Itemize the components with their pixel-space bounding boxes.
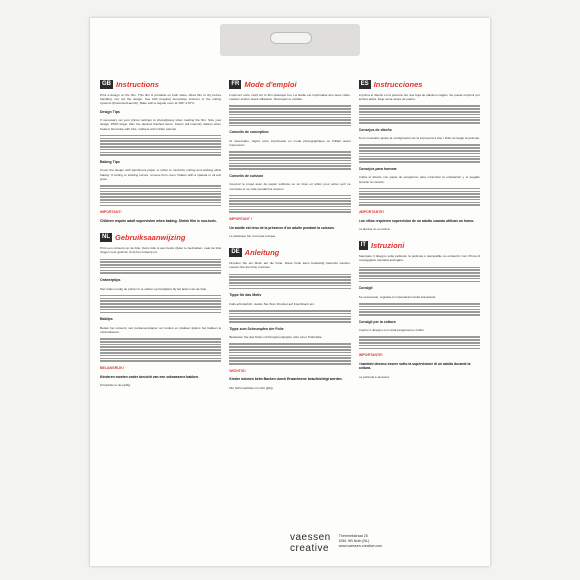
gb-paragraph-2: If necessary set your printer settings to photo/glossy when loading the film. Size your design 150% larger than the desired finished items. Colors will intensify darken when heated. Decorate with inks, markers and rubber stamps. (100, 118, 222, 131)
nl-note: Krimpfolie is niet giftig. (100, 382, 131, 387)
it-text-lines-2 (359, 303, 480, 316)
gb-sub-baking: Baking Tips (100, 159, 120, 164)
de-sub-baking: Tipps zum Schrumpfen der Folie (229, 326, 284, 331)
gb-paragraph-3: Cover the design with parchment paper or teflon to minimize curling and sticking while baking. If curling or sticking occurs, remove from oven. Flatten with a spatula or oil and grow. (100, 168, 222, 181)
section-it-title: Istruzioni (371, 241, 405, 251)
badge-fr: FR (231, 81, 240, 87)
instruction-sheet (90, 18, 490, 566)
badge-es: ES (360, 81, 369, 87)
it-text-lines-3 (359, 336, 480, 349)
hang-tab (220, 18, 360, 60)
column-right (359, 80, 480, 520)
company-address (339, 532, 383, 549)
fr-paragraph-3: Couvrez le projet avec du papier sulfurisé ou un tissu en téflon pour éviter qu'il ne s'enroule et ne colle pendant la cuisson. (229, 182, 351, 191)
section-gb-title: Instructions (116, 80, 159, 89)
footer (290, 532, 480, 560)
nl-paragraph-3: Bedek het ontwerp met perkamentpapier om krullen en plakken tijdens het bakken te minimaliseren. (100, 325, 222, 334)
section-nl-header (100, 233, 221, 242)
it-note: La pellicola è atossica. (358, 374, 390, 379)
column-left (100, 80, 221, 520)
badge-de: DE (231, 249, 240, 256)
gb-sub-design: Design Tips (100, 109, 120, 114)
fr-warning-text: Un adulte est tenu de la présence d'un adulte pendant la cuisson. (229, 225, 335, 230)
nl-sub-baking: Baktips (100, 317, 113, 322)
fr-paragraph-2: Si nécessaire, réglez votre imprimante en mode photographique ou brillant avant impression. (229, 139, 351, 148)
gb-text-lines (100, 135, 221, 156)
gb-warning-text: Children require adult supervision when baking. Shrink film is non-toxic. (100, 218, 217, 223)
nl-text-lines-3 (100, 338, 221, 362)
badge-it: IT (360, 242, 366, 249)
nl-warning-text: Kinderen moeten onder toezicht van een volwassene bakken. (100, 374, 199, 379)
section-de-header (229, 248, 350, 257)
fr-warning-title: IMPORTANT ! (229, 217, 253, 222)
fr-note: Le plastique fou n'est pas toxique. (229, 234, 277, 239)
es-sub-baking: Consejos para hornear (358, 166, 397, 171)
it-sub-design: Consigli (358, 286, 373, 291)
de-paragraph-1: Drucken Sie ein Motiv auf die Folie. Diese Folie kann beidseitig bedruckt werden. Lassen Sie die Folie trocknen. (229, 261, 351, 270)
es-note: La lámina no es tóxica. (358, 227, 391, 232)
it-paragraph-1: Stampare il disegno sulla pellicola; la pellicola è stampabile su entrambi i lati. Prima di maneggiarla, lasciarla asciugare. (358, 254, 480, 263)
columns (100, 80, 480, 520)
it-paragraph-3: Coprire il disegno con carta pergamena o teflon. (358, 328, 425, 333)
logo-word-bottom: creative (290, 543, 330, 554)
de-paragraph-2: Falls erforderlich, stellen Sie Ihren Drucker auf Foto/Glanz ein. (229, 301, 315, 306)
address-line-1: Thermiekstraat 25 (338, 534, 368, 538)
section-nl-title: Gebruiksaanwijzing (115, 233, 186, 243)
gb-paragraph-1: Print a design on the film. This film is printable on both sides. Allow film to dry before handling. Cut out the design. Use with (regular) decorative scissors or the cutting systems (Powertec/Launch). Bake with a regular oven at 150°-170°C. (100, 93, 222, 106)
section-de-title: Anleitung (244, 248, 280, 258)
de-sub-design: Tipps für das Motiv (229, 293, 262, 298)
section-it-header (359, 241, 480, 250)
fr-paragraph-1: Imprimez votre motif sur le film plastique fou. La feuille est imprimable des deux côtés. Laissez sécher avant utilisation. Découpez le modèle. (229, 93, 351, 102)
nl-paragraph-1: Print een ontwerp op de folie. Deze folie is aan beide zijden te bedrukken. Laat de folie drogen voor gebruik. Knip het ontwerp uit. (100, 246, 222, 255)
es-paragraph-3: Cubra el diseño con papel de pergamino para minimizar la ondulación y el pegado durante la cocción. (358, 175, 480, 184)
address-line-2: 6361 HB Nuth (NL) (338, 539, 370, 543)
es-warning-text: Los niños requieren supervisión de un adulto cuando utilizan un horno. (358, 218, 475, 223)
fr-sub-design: Conseils de conception (229, 130, 269, 135)
de-warning-text: Kinder müssen beim Backen durch Erwachsene beaufsichtigt werden. (229, 377, 343, 382)
section-gb-header (100, 80, 221, 89)
section-fr-title: Mode d'emploi (244, 80, 297, 89)
it-warning-title: IMPORTANTE! (358, 353, 383, 358)
de-text-lines (229, 274, 350, 290)
de-text-lines-3 (229, 343, 350, 364)
es-paragraph-1: Imprima el diseño en la película. Es una hoja de plástico mágico. Se puede imprimir por ambos lados. Deje secar antes de usarlo. (358, 93, 480, 102)
it-paragraph-2: Se necessario, regolare le impostazioni della stampante. (358, 294, 437, 299)
brand-logo (290, 532, 331, 554)
de-note: Die Schrumpffolie ist nicht giftig. (229, 385, 274, 390)
es-sub-design: Consejos de diseño (358, 127, 392, 132)
de-paragraph-3: Bedecken Sie das Motiv mit Pergamentpapier oder einer Teflonfolie. (229, 335, 323, 340)
nl-sub-design: Ontwerptips (100, 278, 121, 283)
de-warning-title: WICHTIG! (229, 368, 246, 373)
address-line-3: www.vaessen-creative.com (338, 544, 383, 548)
nl-text-lines-2 (100, 295, 221, 313)
section-fr-header (229, 80, 350, 89)
es-text-lines (359, 105, 480, 123)
es-warning-title: ¡IMPORTANTE! (358, 210, 384, 215)
gb-text-lines-2 (100, 185, 221, 206)
es-text-lines-2 (359, 144, 480, 162)
badge-nl: NL (102, 234, 110, 241)
fr-text-lines-2 (229, 151, 350, 169)
nl-paragraph-2: Stel indien nodig de printer in te stellen op foto/glans bij het laden van de folie. (100, 286, 207, 291)
badge-gb: GB (102, 81, 111, 87)
hang-hole (270, 32, 312, 44)
logo-word-top: vaessen (290, 532, 331, 543)
gb-warning-title: IMPORTANT! (100, 210, 122, 215)
fr-sub-baking: Conseils de cuisson (229, 173, 264, 178)
column-middle (229, 80, 350, 520)
it-warning-text: I bambini devono essere sotto la supervisione di un adulto durante la cottura. (358, 361, 471, 371)
fr-text-lines-3 (229, 195, 350, 213)
es-text-lines-3 (359, 188, 480, 206)
de-text-lines-2 (229, 310, 350, 323)
es-paragraph-2: Si es necesario ajuste la configuración de la impresora a foto / brillo al cargar la película. (358, 136, 480, 141)
it-sub-baking: Consigli per la cottura (358, 319, 396, 324)
section-es-header (359, 80, 480, 89)
section-es-title: Instrucciones (373, 80, 423, 89)
fr-text-lines (229, 105, 350, 126)
it-text-lines (359, 267, 480, 283)
nl-text-lines (100, 259, 221, 275)
nl-warning-title: BELANGRIJK! (100, 365, 124, 370)
